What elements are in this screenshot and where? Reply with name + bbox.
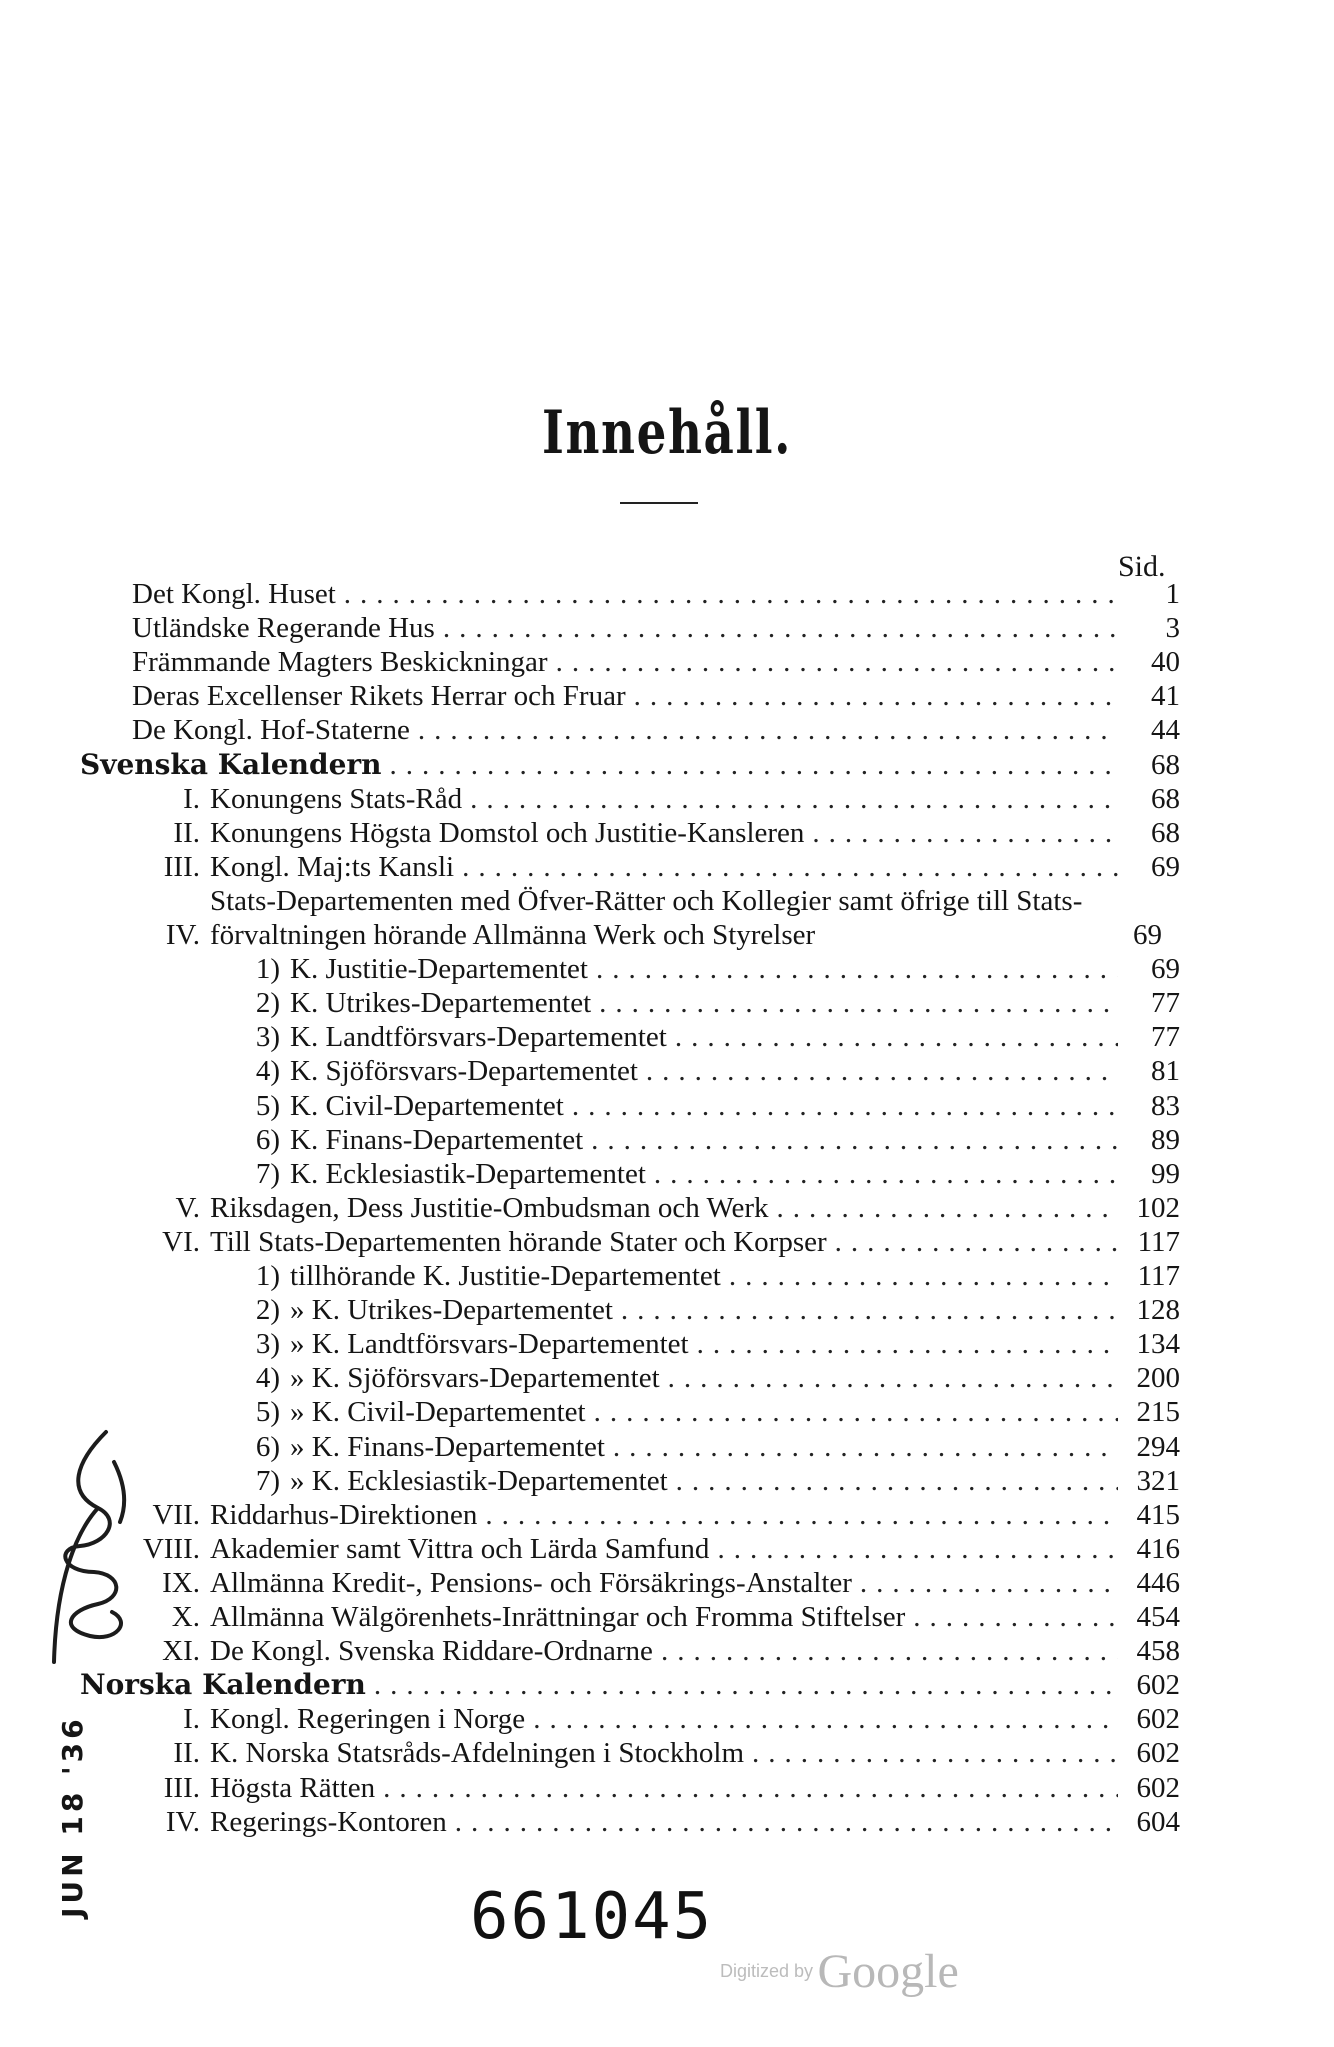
toc-entry-label: Det Kongl. Huset	[132, 578, 336, 610]
toc-entry-page: 77	[1151, 987, 1180, 1020]
leader-dots	[336, 577, 1118, 611]
toc-entry-page: 69	[1151, 953, 1180, 986]
leader-dots	[769, 1191, 1118, 1225]
toc-entry-number: VIII.	[142, 1532, 200, 1565]
leader-dots	[591, 986, 1118, 1020]
toc-entry-page: 602	[1136, 1737, 1180, 1770]
leader-dots	[744, 1736, 1118, 1770]
toc-entry-page: 1	[1165, 578, 1180, 610]
toc-entry-number: 6)	[255, 1123, 280, 1156]
toc-entry-page: 602	[1136, 1771, 1180, 1804]
toc-entry	[112, 1191, 1180, 1225]
toc-entry-page: 41	[1151, 680, 1180, 713]
leader-dots	[709, 1532, 1118, 1566]
toc-entry-page: 458	[1136, 1635, 1180, 1668]
toc-entry-number: IV.	[165, 1805, 200, 1838]
toc-entry-label: K. Utrikes-Departementet	[290, 987, 592, 1020]
toc-entry-page: 134	[1136, 1328, 1180, 1361]
toc-entry-label: K. Norska Statsråds-Afdelningen i Stockholm	[210, 1737, 745, 1770]
toc-entry-page: 89	[1151, 1123, 1180, 1156]
toc-entry-number: 5)	[255, 1396, 280, 1429]
toc-entry	[112, 1089, 1180, 1123]
toc-entry	[112, 1566, 1180, 1600]
toc-entry-page: 128	[1136, 1294, 1180, 1327]
toc-entry-page: 415	[1136, 1498, 1180, 1531]
digitization-watermark	[720, 1944, 959, 1999]
toc-entry	[132, 577, 1180, 611]
toc-entry-page: 68	[1151, 782, 1180, 815]
toc-entry-page: 68	[1151, 816, 1180, 849]
toc-entry-page: 416	[1136, 1532, 1180, 1565]
toc-entry-label: Högsta Rätten	[210, 1771, 376, 1804]
toc-entry-number: 2)	[255, 987, 280, 1020]
toc-entry-label: Konungens Högsta Domstol och Justitie-Kansleren	[210, 816, 805, 849]
toc-entry	[112, 1123, 1180, 1157]
leader-dots	[583, 1123, 1118, 1157]
toc-entry	[112, 816, 1180, 850]
leader-dots	[827, 1225, 1118, 1259]
toc-entry	[112, 782, 1180, 816]
toc-entry-label: » K. Utrikes-Departementet	[290, 1294, 613, 1327]
toc-entry	[112, 1702, 1180, 1736]
toc-entry-number: II.	[173, 816, 200, 849]
leader-dots	[804, 816, 1118, 850]
toc-entry-page: 102	[1136, 1191, 1180, 1224]
toc-entry-page: 454	[1136, 1601, 1180, 1633]
toc-entry	[112, 986, 1180, 1020]
leader-dots	[525, 1702, 1118, 1736]
toc-entry-label: Allmänna Kredit-, Pensions- och Försäkrings-Anstalter	[210, 1566, 852, 1599]
toc-entry-number: 3)	[255, 1021, 280, 1054]
toc-entry-page: 446	[1136, 1566, 1180, 1599]
toc-entry-label: K. Justitie-Departementet	[290, 953, 588, 986]
toc-entry-number: 3)	[255, 1328, 280, 1361]
toc-entry	[112, 1293, 1180, 1327]
leader-dots	[454, 850, 1118, 884]
toc-entry	[132, 679, 1180, 713]
toc-entry-page: 117	[1137, 1260, 1180, 1292]
toc-entry-label: De Kongl. Svenska Riddare-Ordnarne	[210, 1635, 653, 1668]
toc-entry-number: VII.	[152, 1498, 200, 1531]
toc-entry-label: Utländske Regerande Hus	[132, 612, 435, 645]
toc-entry-label: Allmänna Wälgörenhets-Inrättningar och Fromma Stiftelser	[210, 1601, 906, 1633]
toc-entry-label: » K. Ecklesiastik-Departementet	[290, 1464, 668, 1497]
toc-entry-page: 602	[1136, 1669, 1180, 1702]
toc-entry	[80, 748, 1180, 782]
toc-entry-label: » K. Finans-Departementet	[290, 1430, 605, 1463]
leader-dots	[410, 713, 1118, 747]
toc-entry-page: 321	[1136, 1464, 1180, 1497]
toc-entry	[112, 884, 1180, 952]
leader-dots	[382, 748, 1118, 782]
toc-entry-page: 294	[1136, 1430, 1180, 1463]
toc-entry-label: Riksdagen, Dess Justitie-Ombudsman och Werk	[210, 1191, 769, 1224]
page-title: Innehåll.	[542, 398, 792, 468]
toc-entry-page: 69	[1151, 850, 1180, 883]
leader-dots	[447, 1805, 1118, 1839]
toc-entry-page: 99	[1151, 1157, 1180, 1190]
toc-entry	[112, 1259, 1180, 1293]
toc-entry-number: X.	[171, 1601, 200, 1633]
toc-entry-page: 83	[1151, 1089, 1180, 1122]
leader-dots	[667, 1020, 1118, 1054]
toc-entry	[112, 1430, 1180, 1464]
toc-entry-page: 68	[1151, 748, 1180, 781]
leader-dots	[689, 1327, 1118, 1361]
toc-entry-number: 1)	[255, 1260, 280, 1292]
toc-entry-number: XI.	[162, 1635, 200, 1668]
toc-entry	[112, 1736, 1180, 1770]
toc-entry-label: » K. Sjöförsvars-Departementet	[290, 1362, 660, 1395]
toc-entry	[112, 1498, 1180, 1532]
leader-dots	[852, 1566, 1118, 1600]
toc-entry-page: 40	[1151, 646, 1180, 679]
toc-entry	[112, 1771, 1180, 1805]
toc-entry-number: V.	[175, 1191, 200, 1224]
toc-entry-number: 5)	[255, 1089, 280, 1122]
toc-entry-label: Norska Kalendern	[80, 1668, 366, 1702]
toc-entry-label: tillhörande K. Justitie-Departementet	[290, 1260, 721, 1292]
leader-dots	[588, 952, 1118, 986]
leader-dots	[668, 1464, 1118, 1498]
toc-entry-number: I.	[183, 1703, 200, 1736]
toc-entry-number: II.	[173, 1737, 200, 1770]
leader-dots	[613, 1293, 1118, 1327]
toc-entry-label: Stats-Departementen med Öfver-Rätter och Kollegier samt öfrige till Stats-förvaltningen hörande Allmänna Werk och Styrelser	[210, 884, 1083, 951]
toc-entry	[132, 611, 1180, 645]
toc-entry	[80, 1668, 1180, 1702]
toc-entry	[112, 1600, 1180, 1634]
toc-entry	[112, 1054, 1180, 1088]
toc-entry-label: K. Civil-Departementet	[290, 1089, 564, 1122]
toc-entry-number: 7)	[255, 1157, 280, 1190]
toc-entry-page: 44	[1151, 714, 1180, 747]
toc-entry	[112, 1157, 1180, 1191]
toc-entry-label: Till Stats-Departementen hörande Stater och Korpser	[210, 1225, 827, 1258]
leader-dots	[646, 1157, 1118, 1191]
toc-entry	[112, 1361, 1180, 1395]
toc-entry-label: Akademier samt Vittra och Lärda Samfund	[210, 1532, 710, 1565]
toc-entry-number: 7)	[255, 1464, 280, 1497]
toc-entry-page: 77	[1151, 1021, 1180, 1054]
toc-entry-label: » K. Civil-Departementet	[290, 1396, 586, 1429]
toc-entry-number: 4)	[255, 1362, 280, 1395]
leader-dots	[477, 1498, 1118, 1532]
toc-entry-label: K. Sjöförsvars-Departementet	[290, 1055, 638, 1088]
toc-entry-label: Regerings-Kontoren	[210, 1805, 447, 1838]
toc-entry	[112, 952, 1180, 986]
leader-dots	[626, 679, 1118, 713]
toc-entry-label: Konungens Stats-Råd	[210, 782, 463, 815]
toc-entry-label: K. Landtförsvars-Departementet	[290, 1021, 667, 1054]
toc-entry-label: De Kongl. Hof-Staterne	[132, 714, 410, 747]
leader-dots	[586, 1395, 1118, 1429]
leader-dots	[564, 1089, 1118, 1123]
toc-entry	[112, 850, 1180, 884]
leader-dots	[605, 1430, 1118, 1464]
toc-entry-number: III.	[163, 850, 200, 883]
toc-entry-number: 1)	[255, 953, 280, 986]
leader-dots	[638, 1054, 1118, 1088]
toc-entry	[132, 645, 1180, 679]
leader-dots	[462, 782, 1118, 816]
toc-entry	[112, 1532, 1180, 1566]
toc-entry-number: III.	[163, 1771, 200, 1804]
toc-entry-page: 602	[1136, 1703, 1180, 1736]
watermark-prefix: Digitized by	[720, 1961, 814, 1981]
toc-entry-number: 2)	[255, 1294, 280, 1327]
toc-entry-label: Deras Excellenser Rikets Herrar och Fruar	[132, 680, 626, 713]
leader-dots	[548, 645, 1118, 679]
leader-dots	[366, 1668, 1118, 1702]
title-rule	[620, 502, 698, 504]
toc-entry-label: Främmande Magters Beskickningar	[132, 646, 548, 679]
toc-entry-page: 3	[1165, 612, 1180, 645]
leader-dots	[721, 1259, 1118, 1293]
leader-dots	[660, 1361, 1118, 1395]
leader-dots	[435, 611, 1118, 645]
watermark-brand: Google	[817, 1945, 959, 1998]
leader-dots	[375, 1771, 1118, 1805]
toc-entry-label: » K. Landtförsvars-Departementet	[290, 1328, 689, 1361]
toc-entry-label: Svenska Kalendern	[80, 747, 382, 781]
toc-entry	[112, 1327, 1180, 1361]
toc-entry-page: 69	[1133, 918, 1162, 951]
toc-entry-number: IV.	[165, 918, 200, 951]
toc-entry-page: 81	[1151, 1055, 1180, 1088]
toc-entry	[112, 1225, 1180, 1259]
toc-entry-page: 200	[1136, 1362, 1180, 1395]
leader-dots	[653, 1634, 1118, 1668]
toc-entry-page: 215	[1136, 1396, 1180, 1429]
toc-entry-number: I.	[183, 782, 200, 815]
toc-entry-number: 6)	[255, 1430, 280, 1463]
accession-number: 661045	[470, 1880, 714, 1954]
handwritten-signature	[36, 1422, 146, 1682]
toc-entry-label: Riddarhus-Direktionen	[210, 1498, 478, 1531]
toc-entry	[112, 1020, 1180, 1054]
leader-dots	[905, 1600, 1118, 1634]
toc-entry	[112, 1805, 1180, 1839]
toc-entry-number: VI.	[162, 1225, 200, 1258]
toc-entry-label: Kongl. Regeringen i Norge	[210, 1703, 526, 1736]
page-column-header: Sid.	[1118, 550, 1166, 583]
toc-entry	[112, 1464, 1180, 1498]
toc-entry-label: K. Finans-Departementet	[290, 1123, 584, 1156]
toc-entry-label: K. Ecklesiastik-Departementet	[290, 1157, 646, 1190]
toc-entry-page: 604	[1136, 1805, 1180, 1838]
toc-entry-number: IX.	[162, 1566, 200, 1599]
toc-entry-label: Kongl. Maj:ts Kansli	[210, 850, 455, 883]
toc-entry	[112, 1395, 1180, 1429]
toc-entry-number: 4)	[255, 1055, 280, 1088]
toc-entry	[112, 1634, 1180, 1668]
toc-entry-page: 117	[1137, 1225, 1180, 1258]
library-date-stamp: JUN 18 '36	[56, 1715, 89, 1918]
toc-entry	[132, 713, 1180, 747]
